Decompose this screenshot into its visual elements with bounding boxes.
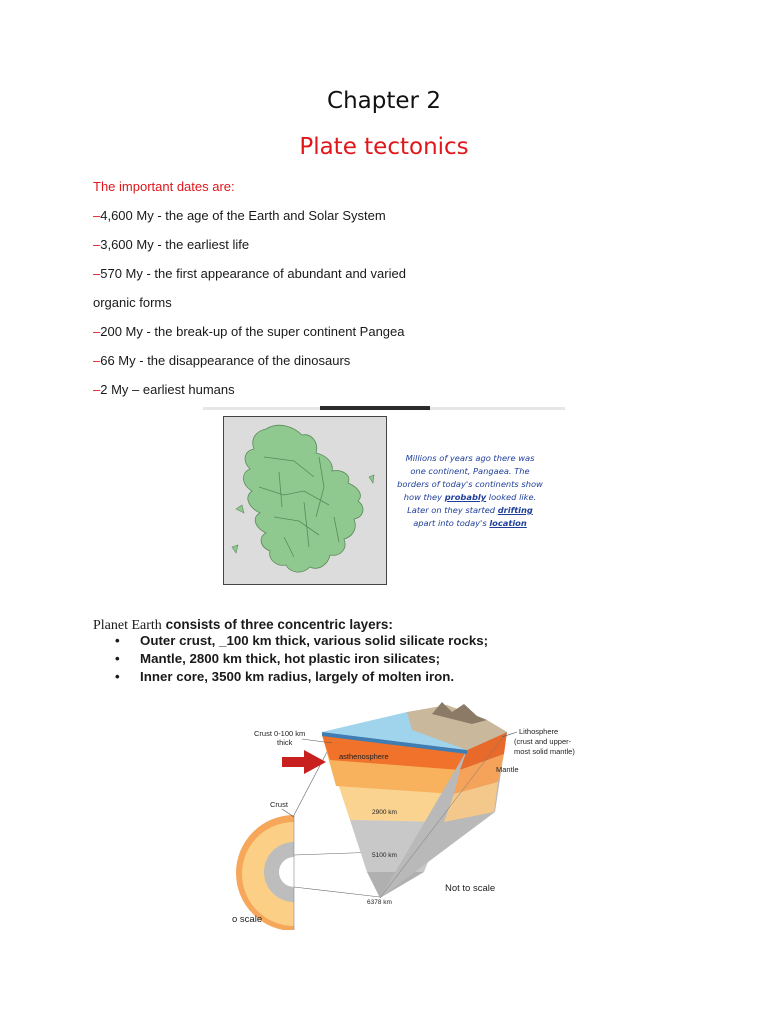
caption-link[interactable]: probably <box>444 492 487 502</box>
caption-text: borders of today's continents show <box>397 479 543 489</box>
pangea-caption <box>395 452 545 530</box>
diagram-not-to-scale: Not to scale <box>445 883 496 894</box>
date-text: organic forms <box>93 295 172 310</box>
earth-layers-diagram <box>232 702 584 930</box>
caption-text: one continent, Pangaea. The <box>410 466 530 476</box>
layers-heading-rest: consists of three concentric layers: <box>161 617 393 632</box>
layer-text: Outer crust, _100 km thick, various solid silicate rocks; <box>140 633 489 648</box>
layers-heading-prefix: Planet Earth <box>93 618 162 633</box>
chapter-heading: Chapter 2 <box>327 88 441 114</box>
caption-line <box>395 478 545 491</box>
date-text: 4,600 My - the age of the Earth and Solar System <box>100 208 386 223</box>
diagram-cut-scale-label: o scale <box>232 914 263 925</box>
earth-cross-section-icon <box>232 702 584 930</box>
date-item <box>93 208 386 223</box>
date-item <box>93 237 249 252</box>
date-item <box>93 295 172 310</box>
date-text: 2 My – earliest humans <box>100 382 235 397</box>
pangea-continent-icon <box>224 417 386 584</box>
diagram-asthenosphere-label: asthenosphere <box>339 752 389 761</box>
page-title: Plate tectonics <box>299 134 469 160</box>
bullet-icon: • <box>115 651 120 666</box>
layer-text: Mantle, 2800 km thick, hot plastic iron silicates; <box>140 651 441 666</box>
caption-text: looked like. <box>486 492 537 502</box>
diagram-depth-2900: 2900 km <box>372 809 397 816</box>
date-item <box>93 266 406 281</box>
date-dash: – <box>93 353 101 368</box>
date-item <box>93 382 235 397</box>
diagram-crust-label: Crust <box>270 800 288 809</box>
caption-line <box>395 504 545 517</box>
diagram-mantle-label: Mantle <box>496 765 519 774</box>
caption-text: Later on they started <box>407 505 498 515</box>
layer-item <box>93 668 488 686</box>
layer-item <box>93 632 488 650</box>
layers-list <box>93 632 488 686</box>
caption-line <box>395 465 545 478</box>
diagram-lithosphere-desc-2: most solid mantle) <box>514 747 575 756</box>
date-text: 570 My - the first appearance of abundant and varied <box>100 266 406 281</box>
caption-link[interactable]: drifting <box>497 505 533 515</box>
layer-item <box>93 650 488 668</box>
date-dash: – <box>93 324 101 339</box>
date-dash: – <box>93 237 101 252</box>
diagram-lithosphere-desc-1: (crust and upper- <box>514 737 572 746</box>
figure-top-bar <box>320 406 430 410</box>
date-dash: – <box>93 266 101 281</box>
date-item <box>93 353 350 368</box>
diagram-lithosphere-label: Lithosphere <box>519 727 559 736</box>
caption-line <box>395 517 545 530</box>
dates-intro: The important dates are: <box>93 179 235 194</box>
date-text: 3,600 My - the earliest life <box>100 237 250 252</box>
diagram-depth-5100: 5100 km <box>372 852 397 859</box>
diagram-crust-depth-label: Crust 0-100 km <box>254 729 306 738</box>
caption-line <box>395 452 545 465</box>
diagram-crust-thick-label: thick <box>277 738 293 747</box>
layer-text: Inner core, 3500 km radius, largely of molten iron. <box>140 669 455 684</box>
date-dash: – <box>93 382 101 397</box>
caption-text: apart into today's <box>413 518 490 528</box>
caption-line <box>395 491 545 504</box>
date-item <box>93 324 404 339</box>
date-text: 66 My - the disappearance of the dinosaurs <box>100 353 351 368</box>
date-text: 200 My - the break-up of the super continent Pangea <box>100 324 405 339</box>
caption-link[interactable]: location <box>489 518 527 528</box>
date-dash: – <box>93 208 101 223</box>
caption-text: Millions of years ago there was <box>405 453 535 463</box>
caption-text: how they <box>403 492 445 502</box>
diagram-depth-6378: 6378 km <box>367 899 392 906</box>
bullet-icon: • <box>115 669 120 684</box>
bullet-icon: • <box>115 633 120 648</box>
pangea-map <box>223 416 387 585</box>
